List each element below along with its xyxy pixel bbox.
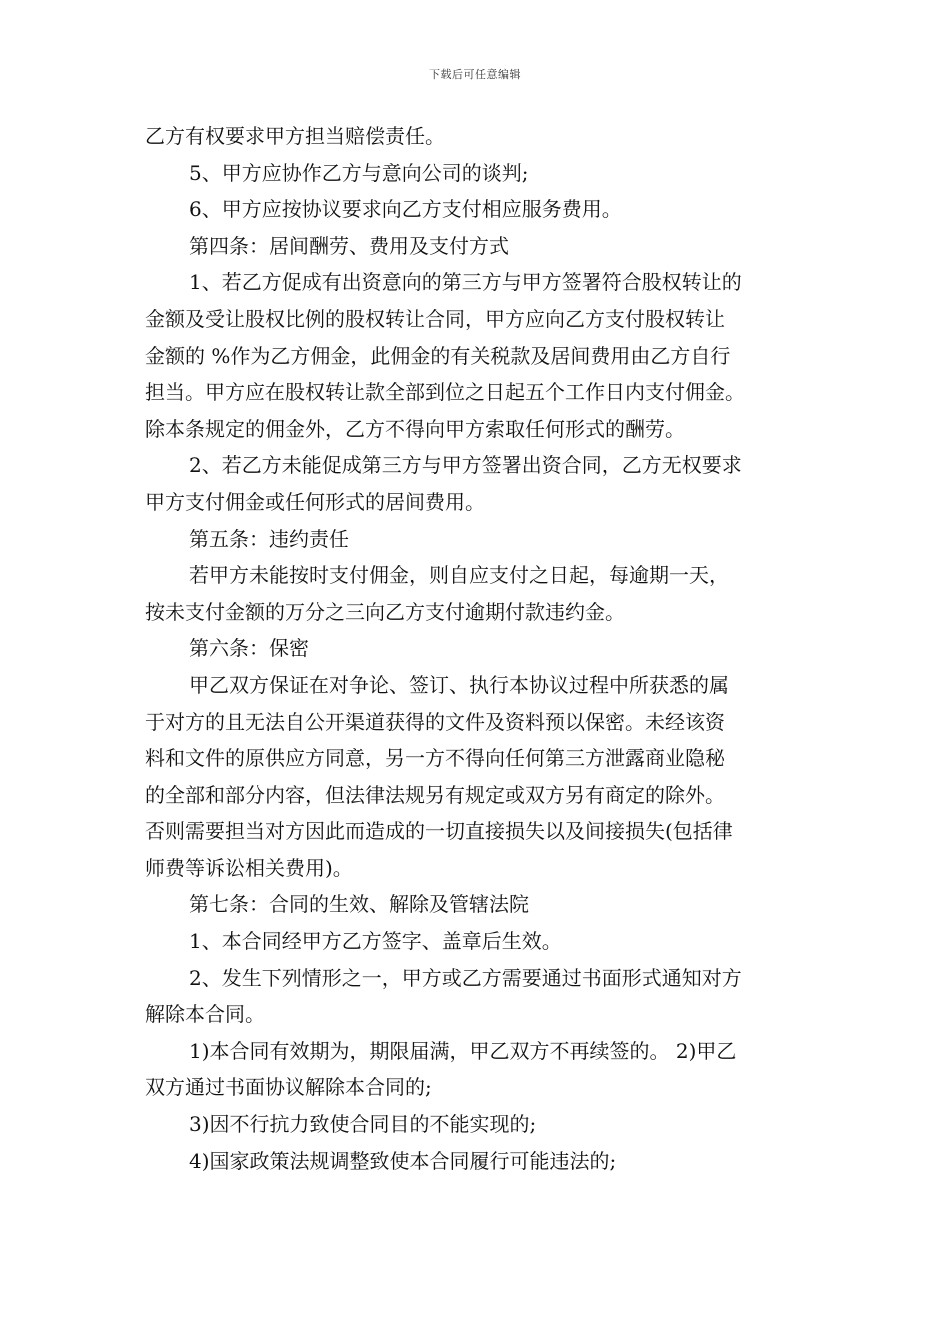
text-line: 5、甲方应协作乙方与意向公司的谈判; (189, 160, 529, 185)
text-line: 金额及受让股权比例的股权转让合同，甲方应向乙方支付股权转让 (145, 306, 725, 331)
text-line: 甲乙双方保证在对争论、签订、执行本协议过程中所获悉的属 (189, 672, 729, 697)
text-line: 第六条：保密 (189, 636, 309, 661)
text-line: 第四条：居间酬劳、费用及支付方式 (189, 233, 509, 258)
text-line: 1、若乙方促成有出资意向的第三方与甲方签署符合股权转让的 (189, 270, 742, 295)
text-line: 师费等诉讼相关费用)。 (145, 855, 353, 880)
text-line: 除本条规定的佣金外，乙方不得向甲方索取任何形式的酬劳。 (145, 416, 685, 441)
text-line: 否则需要担当对方因此而造成的一切直接损失以及间接损失(包括律 (145, 819, 733, 844)
text-line: 6、甲方应按协议要求向乙方支付相应服务费用。 (189, 197, 622, 222)
text-line: 按未支付金额的万分之三向乙方支付逾期付款违约金。 (145, 599, 625, 624)
text-line: 于对方的且无法自公开渠道获得的文件及资料预以保密。未经该资 (145, 709, 725, 734)
document-body (145, 118, 825, 1179)
text-line: 第七条：合同的生效、解除及管辖法院 (189, 892, 529, 917)
text-line: 担当。甲方应在股权转让款全部到位之日起五个工作日内支付佣金。 (145, 380, 745, 405)
text-line: 金额的 %作为乙方佣金，此佣金的有关税款及居间费用由乙方自行 (145, 343, 731, 368)
text-line: 第五条：违约责任 (189, 526, 349, 551)
text-line: 解除本合同。 (145, 1002, 265, 1027)
text-line: 若甲方未能按时支付佣金，则自应支付之日起，每逾期一天， (189, 563, 729, 588)
text-line: 甲方支付佣金或任何形式的居间费用。 (145, 489, 485, 514)
text-line: 2、发生下列情形之一，甲方或乙方需要通过书面形式通知对方 (189, 965, 742, 990)
text-line: 乙方有权要求甲方担当赔偿责任。 (145, 124, 445, 148)
text-line: 料和文件的原供应方同意，另一方不得向任何第三方泄露商业隐秘 (145, 746, 725, 771)
text-line: 3)因不行抗力致使合同目的不能实现的; (189, 1112, 537, 1137)
text-line: 的全部和部分内容，但法律法规另有规定或双方另有商定的除外。 (145, 782, 725, 807)
text-line: 4)国家政策法规调整致使本合同履行可能违法的; (189, 1148, 617, 1173)
header-note: 下载后可任意编辑 (429, 68, 521, 81)
text-line: 双方通过书面协议解除本合同的; (145, 1075, 432, 1100)
text-line: 1)本合同有效期为，期限届满，甲乙双方不再续签的。 2)甲乙 (189, 1038, 737, 1063)
text-line: 2、若乙方未能促成第三方与甲方签署出资合同，乙方无权要求 (189, 453, 742, 478)
text-line: 1、本合同经甲方乙方签字、盖章后生效。 (189, 929, 562, 954)
